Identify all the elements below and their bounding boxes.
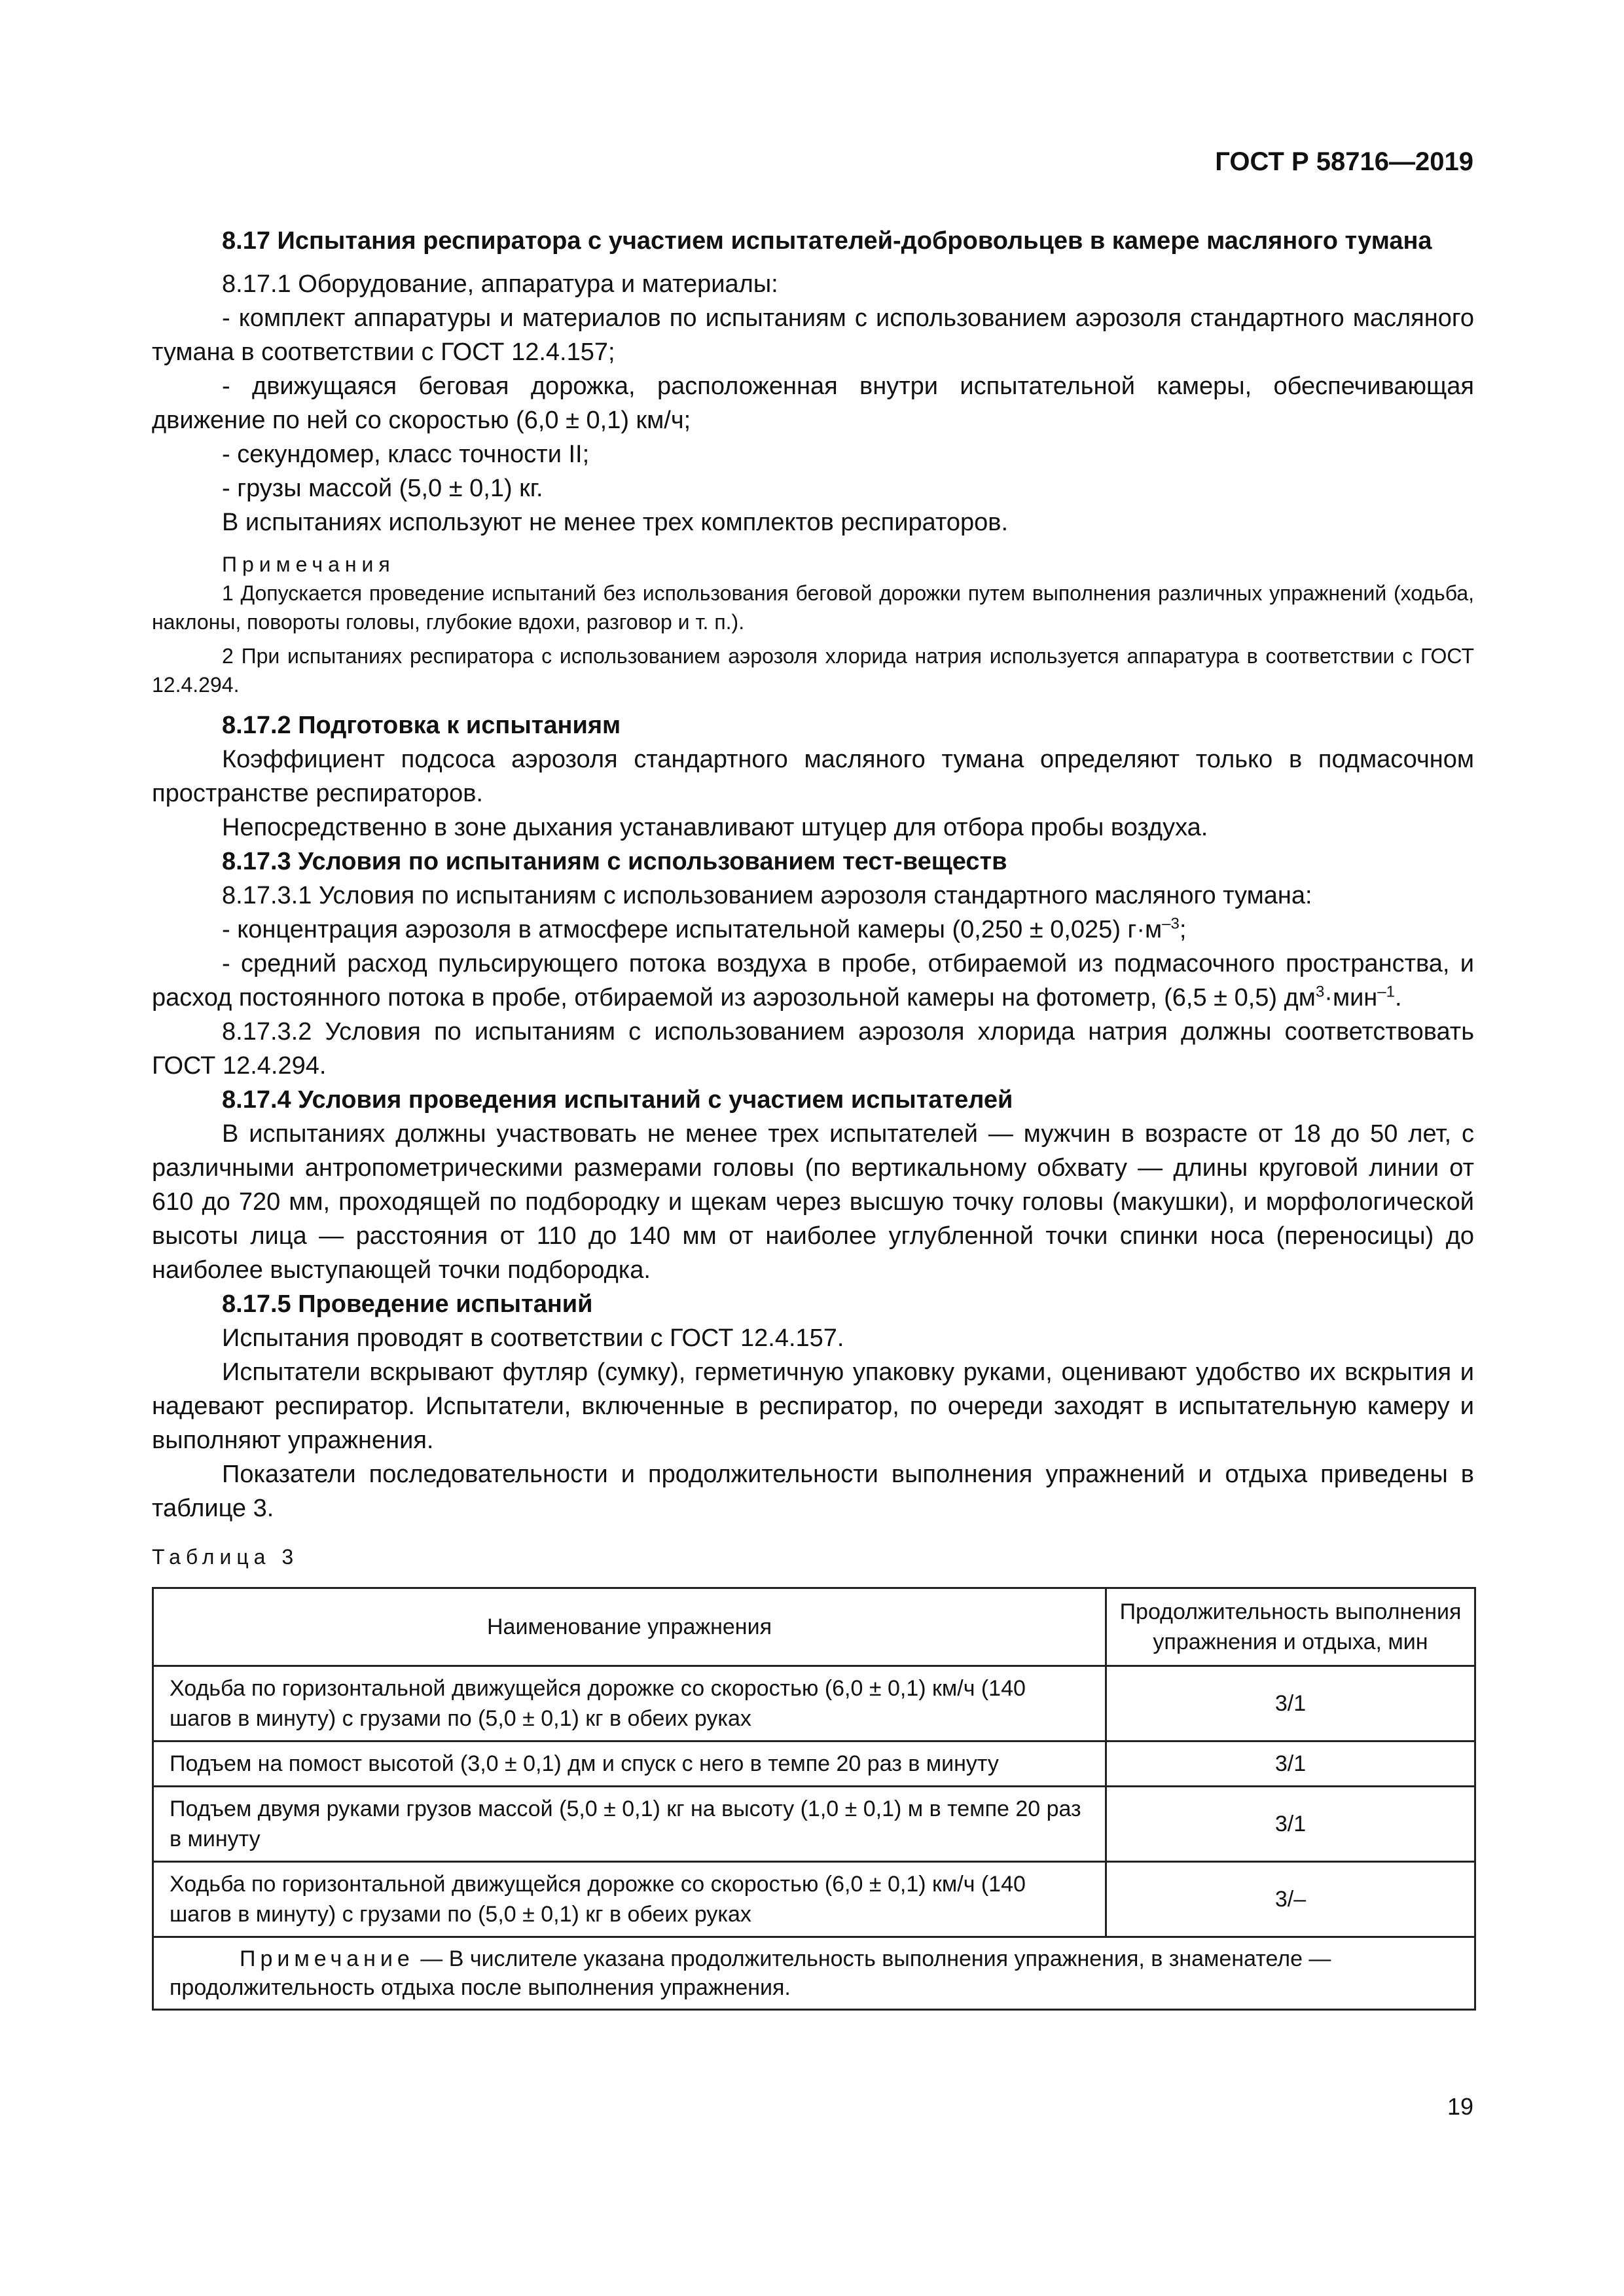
header-exercise-name: Наименование упражнения	[153, 1588, 1106, 1666]
notes-title: Примечания	[222, 553, 395, 576]
paragraph: Испытания проводят в соответствии с ГОСТ 12.4.157.	[222, 1324, 844, 1352]
table-note-row	[153, 1937, 1475, 2010]
subsection-heading: 8.17.5 Проведение испытаний	[222, 1290, 593, 1318]
table-row	[153, 1862, 1475, 1937]
table-row	[153, 1787, 1475, 1862]
table-note	[153, 1937, 1475, 2010]
table-title: Таблица 3	[152, 1545, 299, 1569]
punctuation: ;	[1179, 916, 1187, 943]
exercise-name: Подъем двумя руками грузов массой (5,0 ± 0,1) кг на высоту (1,0 ± 0,1) м в темпе 20 раз в минуту	[153, 1787, 1106, 1862]
table-note-text: — В числителе указана продолжительность выполнения упражнения, в знаменателе — продолжительность отдыха после выполнения упражнения.	[170, 1946, 1331, 2000]
exercise-name: Ходьба по горизонтальной движущейся дорожке со скоростью (6,0 ± 0,1) км/ч (140 шагов в минуту) с грузами по (5,0 ± 0,1) кг в обеих руках	[153, 1862, 1106, 1937]
paragraph: 8.17.3.1 Условия по испытаниям с использованием аэрозоля стандартного масляного тумана:	[222, 882, 1312, 909]
subsection-heading: 8.17.4 Условия проведения испытаний с участием испытателей	[222, 1086, 1013, 1114]
subsection-heading: 8.17.3 Условия по испытаниям с использованием тест-веществ	[222, 848, 1007, 875]
table-header-row	[153, 1588, 1475, 1666]
equipment-heading: 8.17.1 Оборудование, аппаратура и материалы:	[222, 270, 778, 298]
exponent: –1	[1377, 983, 1395, 1001]
exercise-name: Ходьба по горизонтальной движущейся дорожке со скоростью (6,0 ± 0,1) км/ч (140 шагов в минуту) с грузами по (5,0 ± 0,1) кг в обеих руках	[153, 1666, 1106, 1741]
equipment-item: - комплект аппаратуры и материалов по испытаниям с использованием аэрозоля стандартного масляного тумана в соответствии с ГОСТ 12.4.157;	[152, 304, 1474, 366]
table-row	[153, 1666, 1475, 1741]
exponent: –3	[1162, 915, 1180, 933]
paragraph: Показатели последовательности и продолжительности выполнения упражнений и отдыха приведены в таблице 3.	[152, 1461, 1474, 1522]
condition-text: - концентрация аэрозоля в атмосфере испытательной камеры (0,250 ± 0,025) г·м	[222, 916, 1163, 943]
table-note-label: Примечание	[240, 1946, 414, 1971]
page-number: 19	[1447, 2093, 1473, 2120]
note-item: 1 Допускается проведение испытаний без использования беговой дорожки путем выполнения различных упражнений (ходьба, наклоны, повороты головы, глубокие вдохи, разговор и т. п.).	[152, 581, 1474, 634]
punctuation: .	[1395, 984, 1402, 1011]
equipment-item: - грузы массой (5,0 ± 0,1) кг.	[222, 475, 543, 502]
paragraph: Непосредственно в зоне дыхания устанавливают штуцер для отбора пробы воздуха.	[222, 814, 1208, 841]
paragraph: В испытаниях должны участвовать не менее трех испытателей — мужчин в возрасте от 18 до 50 лет, с различными антропометрическими размерами головы (по вертикальному обхвату — длины круговой линии от 610 до 720 мм, проходящей по подбородку и щекам через высшую точку головы (макушки), и морфологической высоты лица — расстояния от 110 до 140 мм от наиболее углубленной точки спинки носа (переносицы) до наиболее выступающей точки подбородка.	[152, 1120, 1474, 1284]
document-code: ГОСТ Р 58716—2019	[1215, 147, 1473, 176]
page-content	[152, 145, 1474, 2011]
paragraph: Коэффициент подсоса аэрозоля стандартного масляного тумана определяют только в подмасочном пространстве респираторов.	[152, 746, 1474, 807]
equipment-item: - секундомер, класс точности II;	[222, 441, 590, 468]
note-item: 2 При испытаниях респиратора с использованием аэрозоля хлорида натрия используется аппаратура в соответствии с ГОСТ 12.4.294.	[152, 644, 1474, 697]
header-duration: Продолжительность выполнения упражнения и отдыха, мин	[1106, 1588, 1475, 1666]
equipment-item: - движущаяся беговая дорожка, расположенная внутри испытательной камеры, обеспечивающая движение по ней со скоростью (6,0 ± 0,1) км/ч;	[152, 373, 1474, 434]
condition-item	[152, 947, 1474, 1015]
unit-text: ·мин	[1324, 984, 1378, 1011]
paragraph: В испытаниях используют не менее трех комплектов респираторов.	[222, 509, 1009, 536]
subsection-heading: 8.17.2 Подготовка к испытаниям	[222, 712, 621, 739]
exercise-duration: 3/1	[1106, 1741, 1475, 1787]
exercise-duration: 3/1	[1106, 1666, 1475, 1741]
paragraph: 8.17.3.2 Условия по испытаниям с использованием аэрозоля хлорида натрия должны соответствовать ГОСТ 12.4.294.	[152, 1018, 1474, 1080]
condition-text: - средний расход пульсирующего потока воздуха в пробе, отбираемой из подмасочного пространства, и расход постоянного потока в пробе, отбираемой из аэрозольной камеры на фотометр, (6,5 ± 0,5) дм	[152, 950, 1474, 1011]
section-title: 8.17 Испытания респиратора с участием испытателей-добровольцев в камере масляного тумана	[222, 227, 1432, 255]
condition-item	[152, 913, 1474, 947]
exercise-table	[152, 1587, 1476, 2011]
paragraph: Испытатели вскрывают футляр (сумку), герметичную упаковку руками, оценивают удобство их вскрытия и надевают респиратор. Испытатели, включенные в респиратор, по очереди заходят в испытательную камеру и выполняют упражнения.	[152, 1358, 1474, 1454]
exercise-name: Подъем на помост высотой (3,0 ± 0,1) дм и спуск с него в темпе 20 раз в минуту	[153, 1741, 1106, 1787]
exponent: 3	[1315, 983, 1325, 1001]
table-row	[153, 1741, 1475, 1787]
exercise-duration: 3/–	[1106, 1862, 1475, 1937]
exercise-duration: 3/1	[1106, 1787, 1475, 1862]
